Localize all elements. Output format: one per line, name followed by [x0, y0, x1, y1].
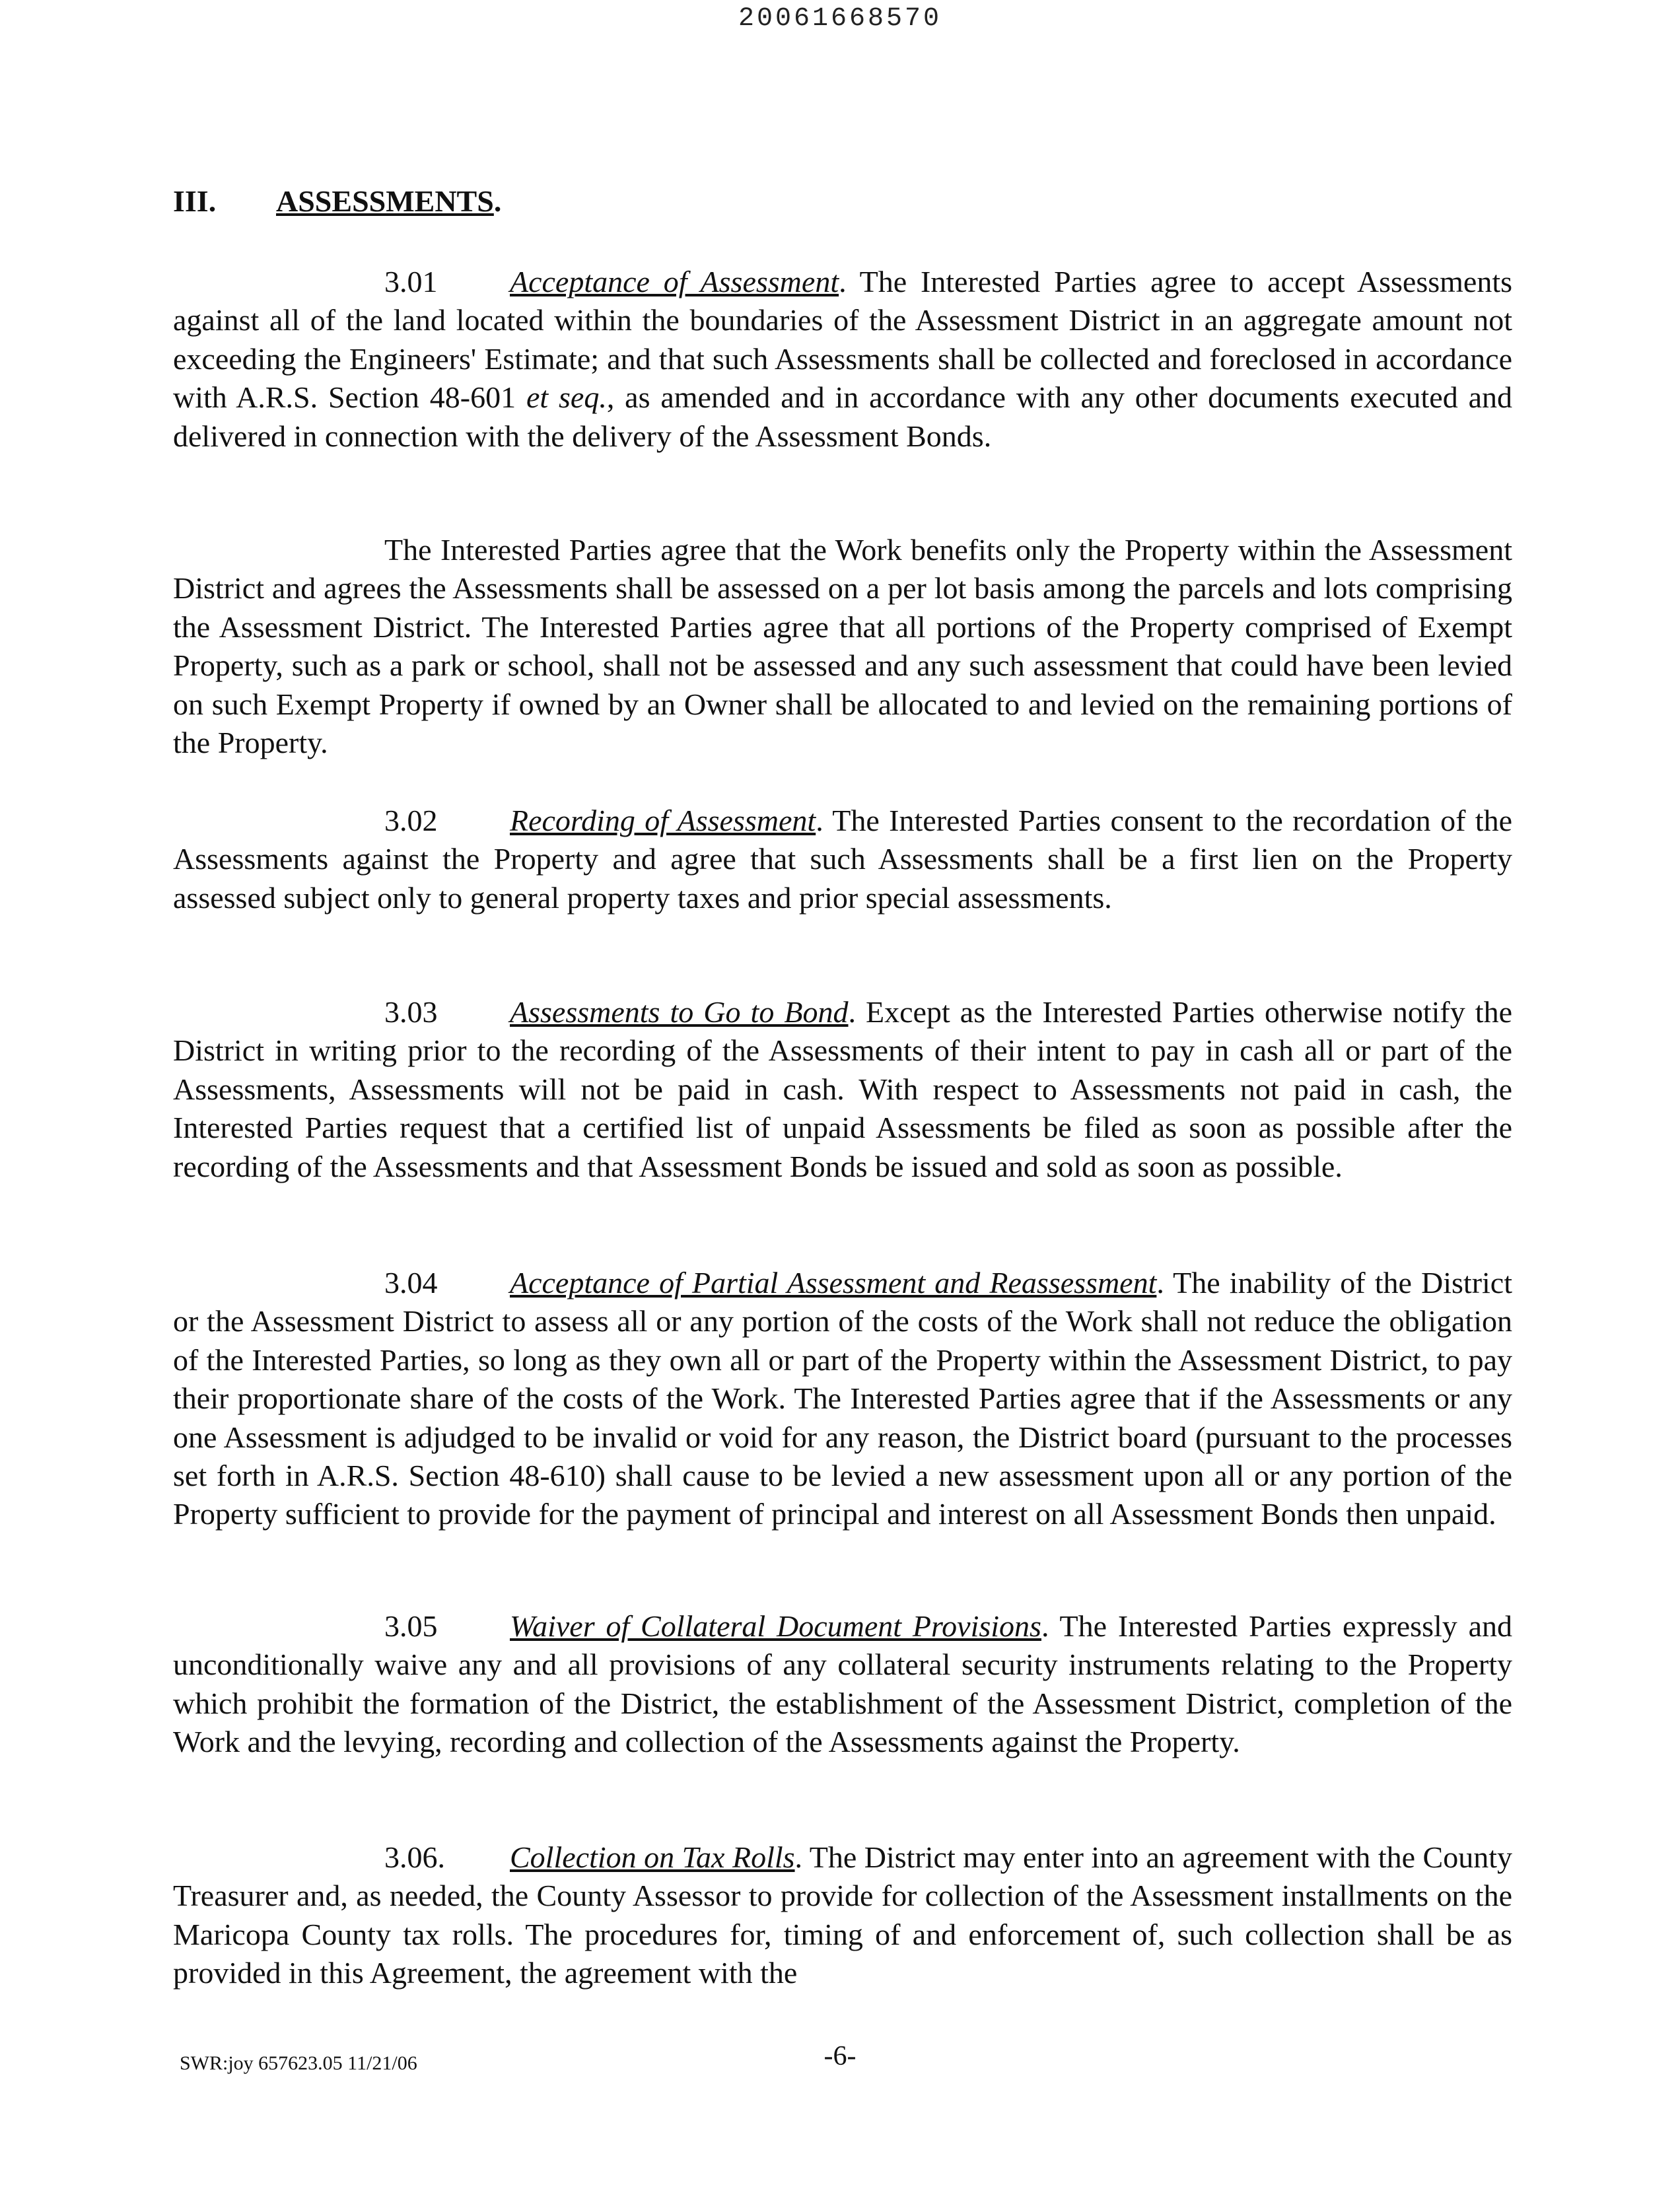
- paragraph-number: 3.01: [384, 265, 438, 298]
- paragraph-text: . The District may enter into an agreement with the County Treasurer and, as needed, the County Assessor to provide for collection of the Assessment installments on the Maricopa County tax rolls. The procedures for, timing of and enforcement of, such collection shall be as provided in this Agreement, the agreement with the: [173, 1840, 1512, 1990]
- paragraph-title: Acceptance of Partial Assessment and Reassessment: [510, 1266, 1157, 1300]
- section-title-period: .: [493, 184, 502, 218]
- paragraph-number: 3.02: [384, 804, 438, 837]
- paragraph-title: Acceptance of Assessment: [510, 265, 839, 298]
- section-number: III.: [173, 184, 217, 218]
- paragraph-title: Collection on Tax Rolls: [510, 1840, 795, 1874]
- paragraph-3-01: [173, 263, 1512, 456]
- paragraph-italic-text: et seq.: [526, 380, 607, 415]
- page-number: -6-: [823, 2041, 857, 2071]
- paragraph-text: . The Interested Parties consent to the recordation of the Assessments against the Property and agree that such Assessments shall be a first lien on the Property assessed subject only to general property taxes and prior special assessments.: [173, 804, 1512, 915]
- paragraph-text: . The inability of the District or the Assessment District to assess all or any portion of the costs of the Work shall not reduce the obligation of the Interested Parties, so long as they own all or part of the Property within the Assessment District, to pay their proportionate share of the costs of the Work. The Interested Parties agree that if the Assessments or any one Assessment is adjudged to be invalid or void for any reason, the District board (pursuant to the processes set forth in A.R.S. Section 48-610) shall cause to be levied a new assessment upon all or any portion of the Property sufficient to provide for the payment of principal and interest on all Assessment Bonds then unpaid.: [173, 1266, 1512, 1531]
- paragraph-3-05: [173, 1607, 1512, 1762]
- paragraph-number: 3.03: [384, 995, 438, 1029]
- paragraph-text: . Except as the Interested Parties otherwise notify the District in writing prior to the recording of the Assessments of their intent to pay in cash all or part of the Assessments, Assessments will not be paid in cash. With respect to Assessments not paid in cash, the Interested Parties request that a certified list of unpaid Assessments be filed as soon as possible after the recording of the Assessments and that Assessment Bonds be issued and sold as soon as possible.: [173, 995, 1512, 1183]
- paragraph-text: The Interested Parties agree that the Work benefits only the Property within the Assessment District and agrees the Assessments shall be assessed on a per lot basis among the parcels and lots comprising the Assessment District. The Interested Parties agree that all portions of the Property comprised of Exempt Property, such as a park or school, shall not be assessed and any such assessment that could have been levied on such Exempt Property if owned by an Owner shall be allocated to and levied on the remaining portions of the Property.: [173, 533, 1512, 760]
- paragraph-text-continued: , as amended and in accordance with any other documents executed and delivered in connection with the delivery of the Assessment Bonds.: [173, 380, 1512, 453]
- paragraph-title: Assessments to Go to Bond: [510, 995, 849, 1029]
- paragraph-number: 3.06.: [384, 1840, 445, 1874]
- paragraph-title: Recording of Assessment: [510, 804, 816, 837]
- paragraph-number: 3.04: [384, 1266, 438, 1300]
- paragraph-text: . The Interested Parties expressly and unconditionally waive any and all provisions of any collateral security instruments relating to the Property which prohibit the formation of the District, the establishment of the Assessment District, completion of the Work and the levying, recording and collection of the Assessments against the Property.: [173, 1609, 1513, 1759]
- paragraph-title: Waiver of Collateral Document Provisions: [510, 1609, 1041, 1643]
- recording-number: 20061668570: [738, 4, 942, 34]
- paragraph-3-03: [173, 993, 1512, 1186]
- section-title: ASSESSMENTS: [276, 184, 494, 218]
- paragraph-text: . The Interested Parties agree to accept Assessments against all of the land located within the boundaries of the Assessment District in an aggregate amount not exceeding the Engineers' Estimate; and that such Assessments shall be collected and foreclosed in accordance with A.R.S. Section 48-601: [173, 265, 1512, 415]
- paragraph-3-04: [173, 1264, 1512, 1534]
- section-heading: [173, 184, 501, 219]
- paragraph-3-01-continued: [173, 531, 1512, 762]
- footer-document-id: SWR:joy 657623.05 11/21/06: [180, 2052, 417, 2074]
- paragraph-number: 3.05: [384, 1609, 438, 1643]
- paragraph-3-06: [173, 1838, 1512, 1993]
- paragraph-3-02: [173, 802, 1512, 917]
